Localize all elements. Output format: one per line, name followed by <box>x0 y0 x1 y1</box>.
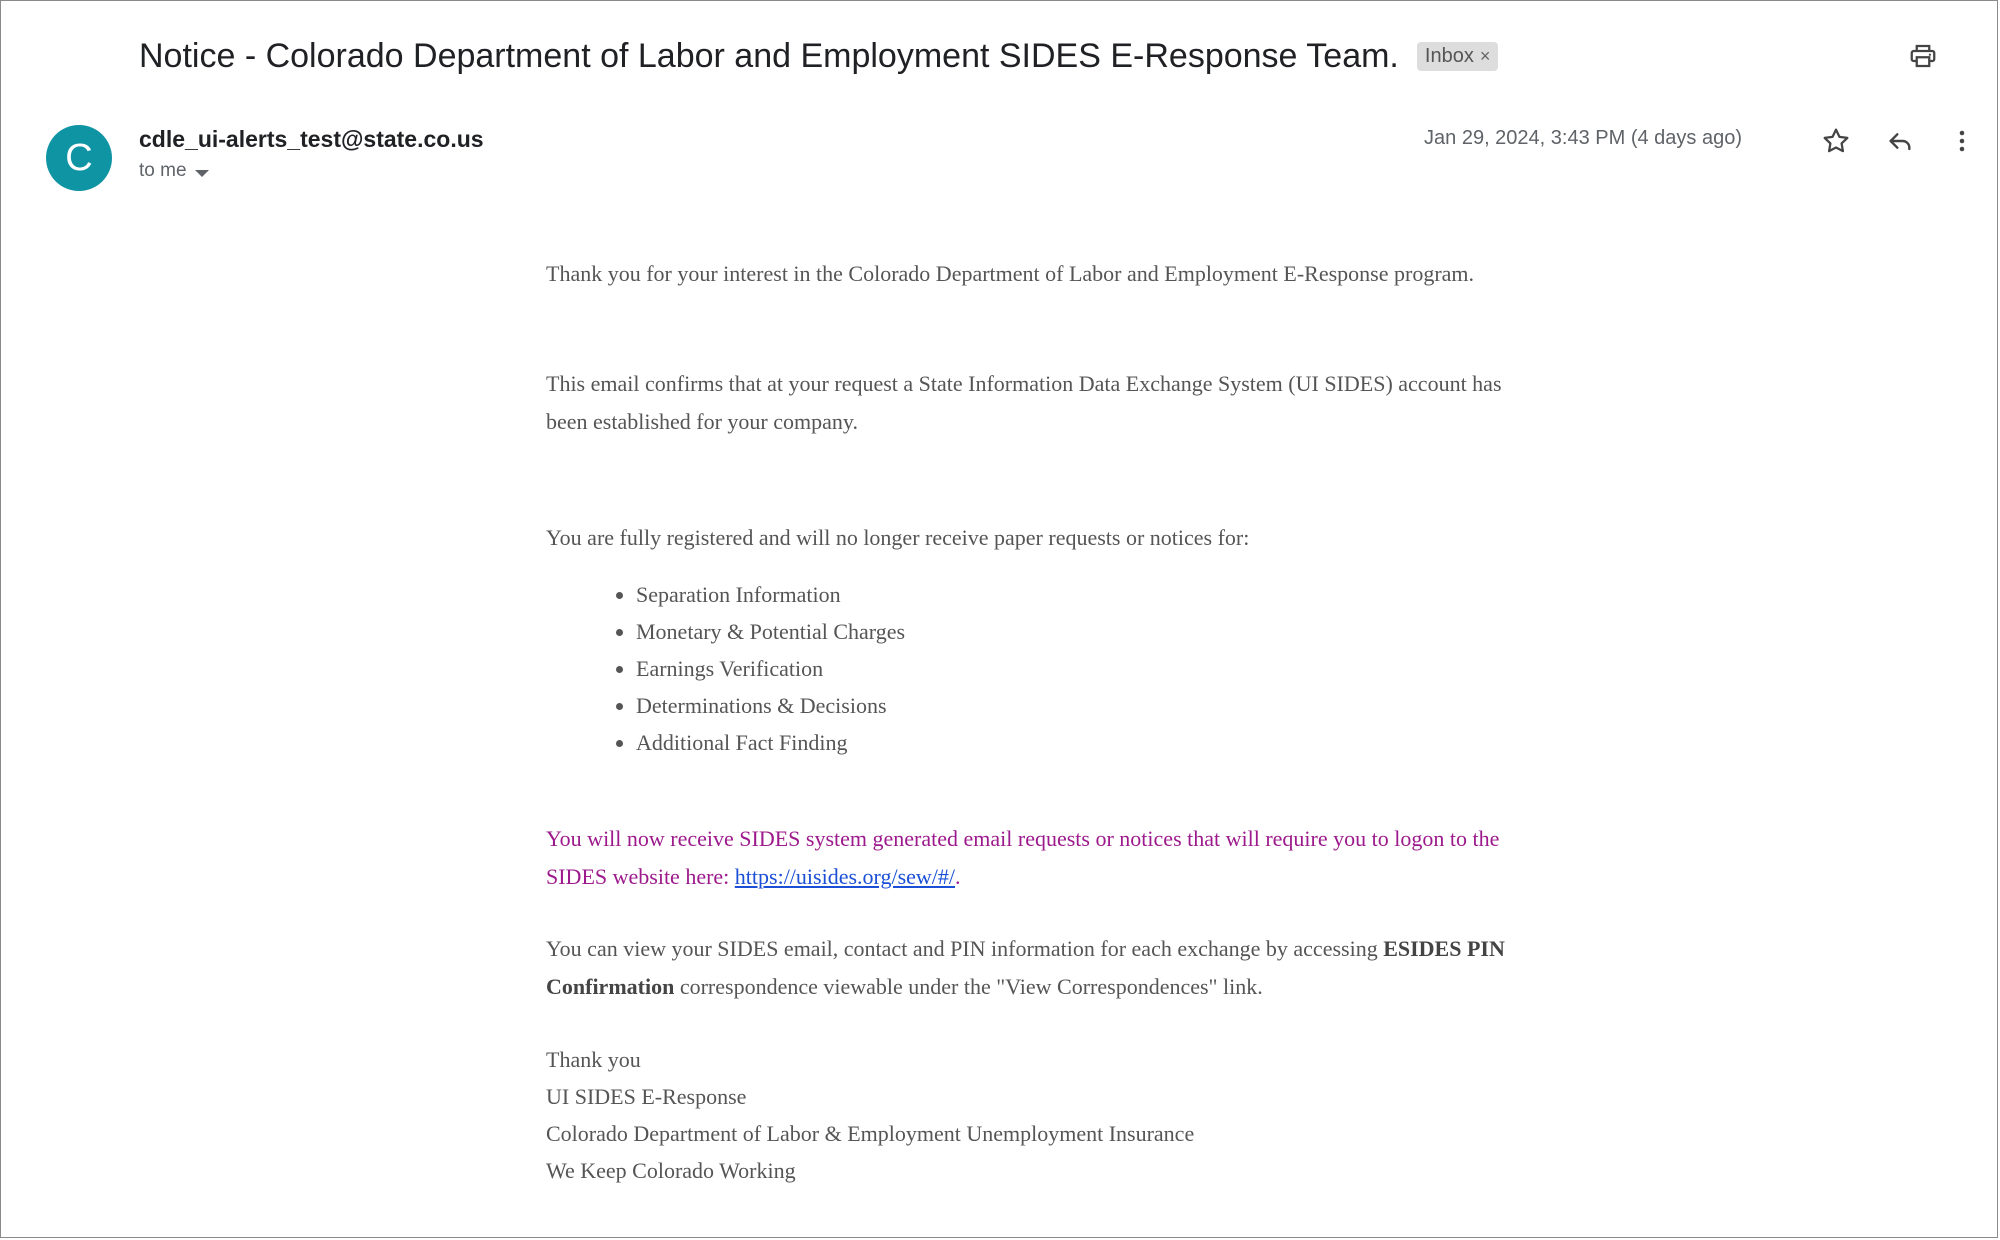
signature-line: Thank you <box>546 1047 641 1072</box>
reply-icon <box>1884 125 1916 157</box>
pin-confirmation-bold: ESIDES PIN Confirmation <box>546 936 1505 999</box>
signature-line: We Keep Colorado Working <box>546 1158 796 1183</box>
print-button[interactable] <box>1908 41 1938 71</box>
body-paragraph-1: Thank you for your interest in the Colorado Department of Labor and Employment E-Response program. <box>546 261 1475 286</box>
remove-label-icon[interactable]: × <box>1479 45 1491 66</box>
sides-website-link[interactable]: https://uisides.org/sew/#/ <box>734 864 956 889</box>
recipient-text: to me <box>139 160 187 181</box>
sender-email[interactable]: cdle_ui-alerts_test@state.co.us <box>139 126 484 152</box>
email-date: Jan 29, 2024, 3:43 PM (4 days ago) <box>1424 127 1742 149</box>
list-item: • Determinations & Decisions <box>636 687 905 724</box>
recipient-line[interactable] <box>139 160 209 182</box>
label-text: Inbox <box>1424 44 1474 67</box>
more-vert-icon <box>1946 125 1978 157</box>
sides-notice-end: . <box>955 864 961 889</box>
body-paragraph-5 <box>546 930 1506 1006</box>
list-item: • Separation Information <box>636 576 905 613</box>
list-item: • Additional Fact Finding <box>636 724 905 761</box>
body-paragraph-2: This email confirms that at your request a State Information Data Exchange System (UI SIDES) account has been established for your company. <box>546 371 1502 434</box>
pin-info-text-end: correspondence viewable under the "View Correspondences" link. <box>674 974 1263 999</box>
inbox-label-chip[interactable] <box>1417 42 1498 71</box>
signature-line: Colorado Department of Labor & Employment Unemployment Insurance <box>546 1121 1195 1146</box>
print-icon <box>1908 41 1938 71</box>
subject-row <box>139 36 1960 76</box>
body-paragraph-4 <box>546 820 1506 896</box>
pin-info-text-start: You can view your SIDES email, contact and PIN information for each exchange by accessing <box>546 936 1384 961</box>
star-button[interactable] <box>1820 125 1852 157</box>
more-options-button[interactable] <box>1946 125 1978 157</box>
sides-notice-text: You will now receive SIDES system generated email requests or notices that will require you to logon to the SIDES website here: <box>546 826 1500 889</box>
notice-types-list <box>546 576 905 761</box>
recipient-details-icon[interactable] <box>195 170 209 177</box>
signature-line: UI SIDES E-Response <box>546 1084 747 1109</box>
reply-button[interactable] <box>1884 125 1916 157</box>
email-subject: Notice - Colorado Department of Labor and Employment SIDES E-Response Team. <box>139 36 1399 75</box>
star-icon <box>1820 125 1852 157</box>
sender-avatar[interactable]: C <box>46 125 112 191</box>
list-item: • Monetary & Potential Charges <box>636 613 905 650</box>
signature-block <box>546 1041 1194 1189</box>
body-paragraph-3: You are fully registered and will no longer receive paper requests or notices for: <box>546 525 1250 550</box>
list-item: • Earnings Verification <box>636 650 905 687</box>
